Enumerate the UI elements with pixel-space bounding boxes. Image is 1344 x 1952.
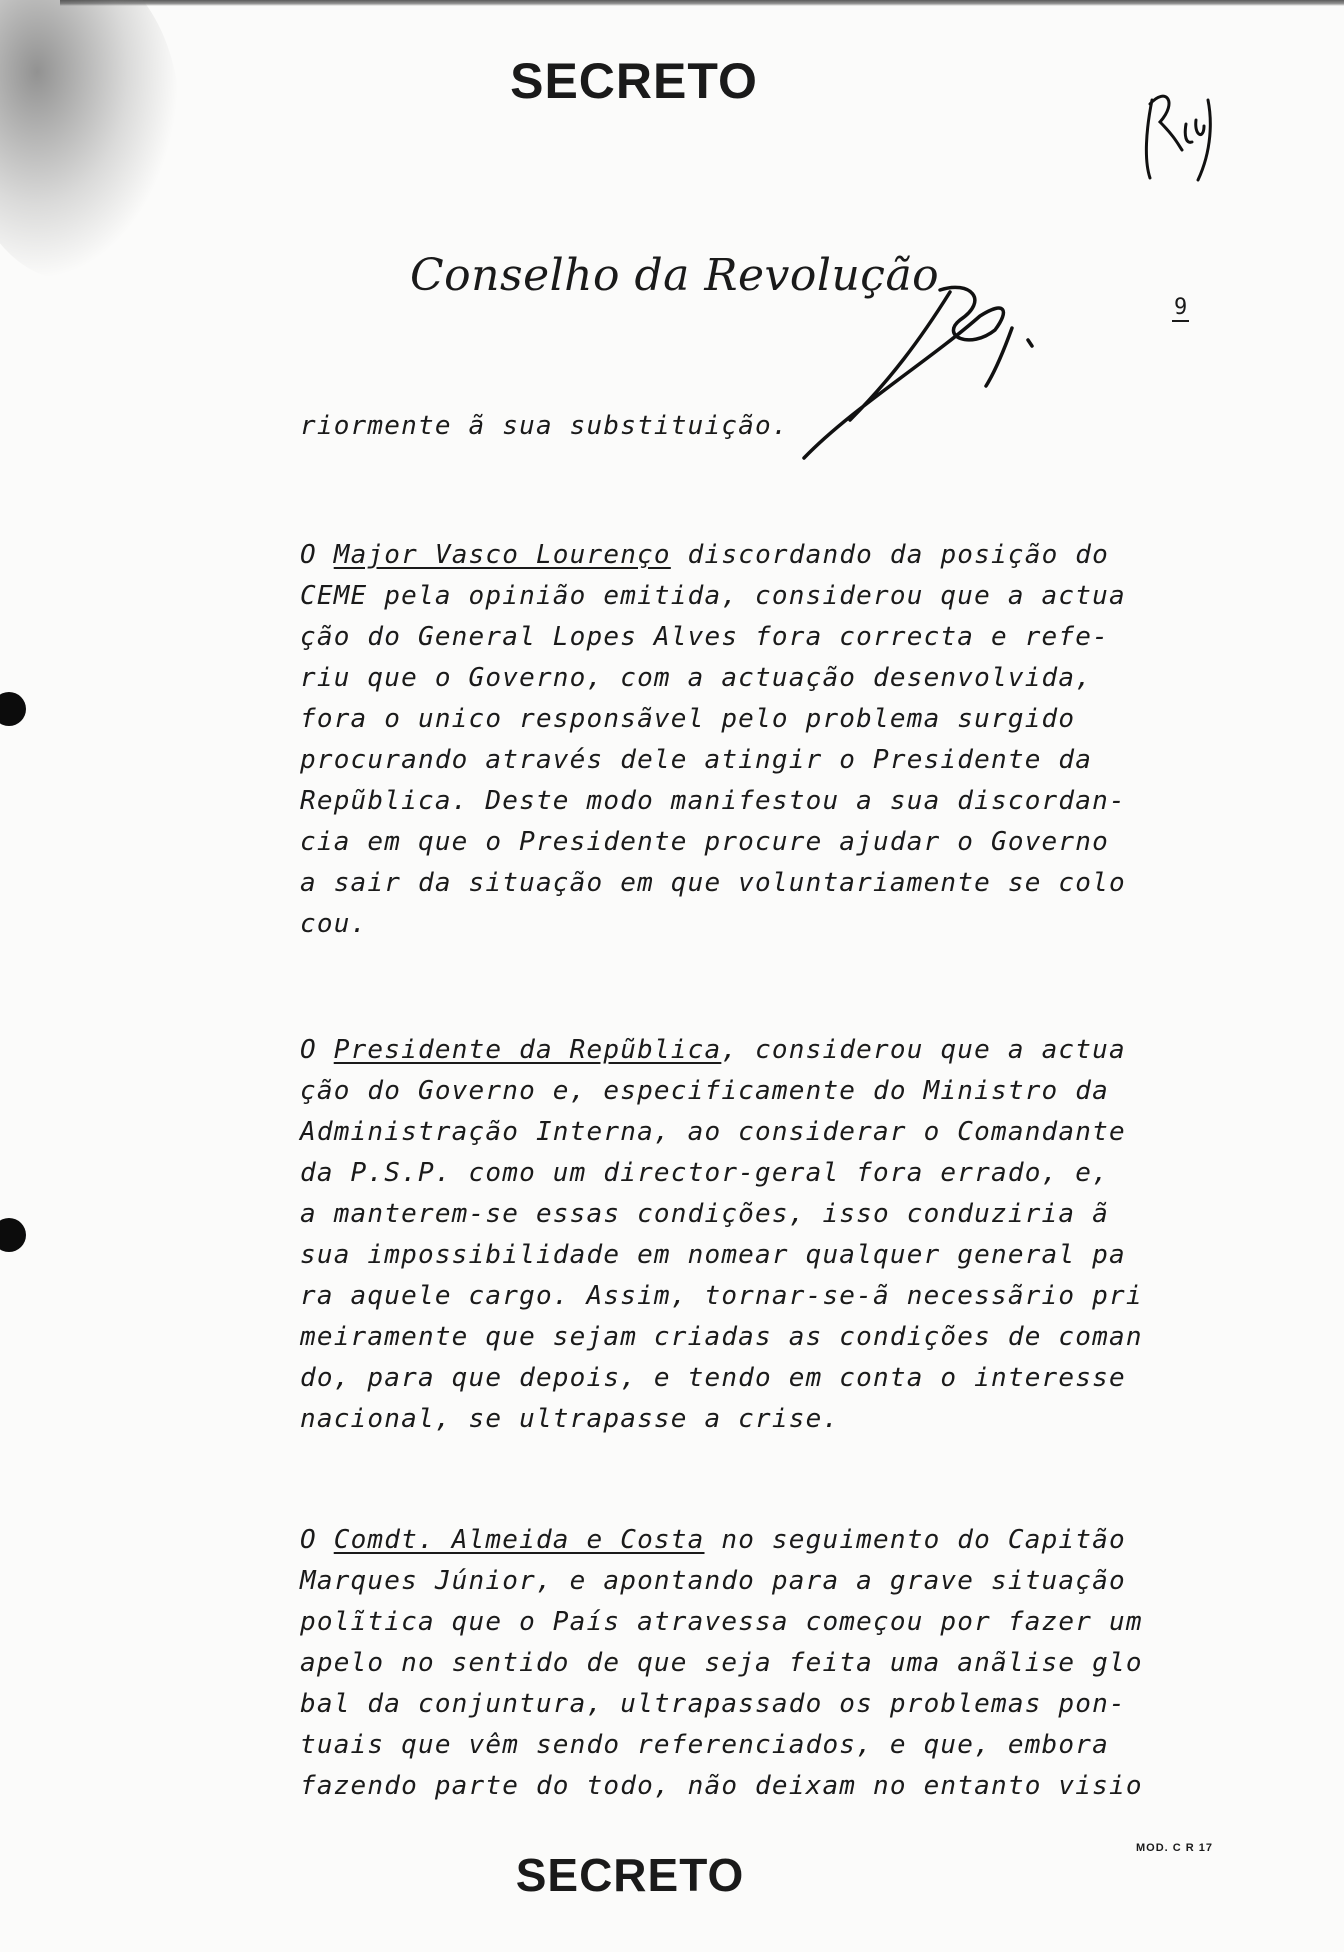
- text-segment: Repũblica. Deste modo manifestou a sua discordan-: [300, 786, 1126, 816]
- text-line: [300, 1561, 1160, 1602]
- paragraph-continuation: [300, 406, 1160, 447]
- text-segment: no seguimento do Capitão: [704, 1525, 1126, 1555]
- text-line: [300, 1358, 1160, 1399]
- text-segment: , considerou que a actua: [721, 1035, 1126, 1065]
- text-line: [300, 699, 1160, 740]
- text-segment: riormente ã sua substituição.: [300, 411, 789, 441]
- text-line: [300, 1153, 1160, 1194]
- text-line: [300, 1194, 1160, 1235]
- text-segment: O: [300, 540, 334, 570]
- text-line: [300, 617, 1160, 658]
- text-segment: O: [300, 1035, 334, 1065]
- text-line: [300, 1030, 1160, 1071]
- text-segment: fazendo parte do todo, não deixam no entanto visio: [300, 1771, 1143, 1801]
- text-line: [300, 904, 1160, 945]
- underlined-name: Major Vasco Lourenço: [333, 540, 671, 570]
- text-line: [300, 535, 1160, 576]
- paragraph-presidente: [300, 1030, 1160, 1440]
- text-line: [300, 576, 1160, 617]
- text-line: [300, 406, 1160, 447]
- text-segment: riu que o Governo, com a actuação desenvolvida,: [300, 663, 1093, 693]
- text-segment: ção do General Lopes Alves fora correcta e refe-: [300, 622, 1109, 652]
- text-segment: do, para que depois, e tendo em conta o interesse: [300, 1363, 1126, 1393]
- text-line: [300, 1766, 1160, 1807]
- punch-hole: [0, 1218, 26, 1252]
- text-line: [300, 1112, 1160, 1153]
- text-segment: CEME pela opinião emitida, considerou que a actua: [300, 581, 1126, 611]
- text-segment: apelo no sentido de que seja feita uma anãlise glo: [300, 1648, 1143, 1678]
- text-segment: polĩtica que o País atravessa começou por fazer um: [300, 1607, 1143, 1637]
- text-segment: ra aquele cargo. Assim, tornar-se-ã necessãrio pri: [300, 1281, 1143, 1311]
- text-segment: a sair da situação em que voluntariamente se colo: [300, 868, 1126, 898]
- text-line: [300, 1725, 1160, 1766]
- text-line: [300, 740, 1160, 781]
- text-line: [300, 822, 1160, 863]
- text-line: [300, 1520, 1160, 1561]
- classification-footer: SECRETO: [515, 1849, 745, 1901]
- text-segment: cou.: [300, 909, 368, 939]
- paragraph-almeida-costa: [300, 1520, 1160, 1807]
- text-segment: ção do Governo e, especificamente do Ministro da: [300, 1076, 1109, 1106]
- text-line: [300, 658, 1160, 699]
- underlined-name: Presidente da Repũblica: [333, 1035, 722, 1065]
- page-number: 9: [1174, 295, 1188, 320]
- punch-hole: [0, 692, 26, 726]
- form-code: MOD. C R 17: [1136, 1842, 1214, 1854]
- text-segment: tuais que vêm sendo referenciados, e que, embora: [300, 1730, 1109, 1760]
- text-line: [300, 863, 1160, 904]
- text-segment: fora o unico responsãvel pelo problema surgido: [300, 704, 1076, 734]
- text-segment: nacional, se ultrapasse a crise.: [300, 1404, 840, 1434]
- page-top-edge: [60, 0, 1344, 6]
- text-segment: Administração Interna, ao considerar o Comandante: [300, 1117, 1126, 1147]
- corner-smudge: [0, 0, 180, 280]
- text-segment: sua impossibilidade em nomear qualquer general pa: [300, 1240, 1126, 1270]
- council-title: Conselho da Revolução: [410, 250, 940, 301]
- text-segment: meiramente que sejam criadas as condições de coman: [300, 1322, 1143, 1352]
- text-line: [300, 1317, 1160, 1358]
- text-segment: discordando da posição do: [670, 540, 1109, 570]
- paragraph-vasco-lourenco: [300, 535, 1160, 945]
- text-line: [300, 1602, 1160, 1643]
- text-segment: da P.S.P. como um director-geral fora errado, e,: [300, 1158, 1109, 1188]
- text-segment: cia em que o Presidente procure ajudar o Governo: [300, 827, 1109, 857]
- underlined-name: Comdt. Almeida e Costa: [333, 1525, 705, 1555]
- text-line: [300, 1684, 1160, 1725]
- text-line: [300, 1276, 1160, 1317]
- text-line: [300, 781, 1160, 822]
- text-segment: bal da conjuntura, ultrapassado os problemas pon-: [300, 1689, 1126, 1719]
- classification-header: SECRETO: [510, 53, 758, 109]
- text-segment: a manterem-se essas condições, isso conduziria ã: [300, 1199, 1109, 1229]
- text-line: [300, 1235, 1160, 1276]
- text-line: [300, 1399, 1160, 1440]
- text-segment: O: [300, 1525, 334, 1555]
- text-line: [300, 1071, 1160, 1112]
- text-segment: procurando através dele atingir o Presidente da: [300, 745, 1093, 775]
- text-segment: Marques Júnior, e apontando para a grave situação: [300, 1566, 1126, 1596]
- text-line: [300, 1643, 1160, 1684]
